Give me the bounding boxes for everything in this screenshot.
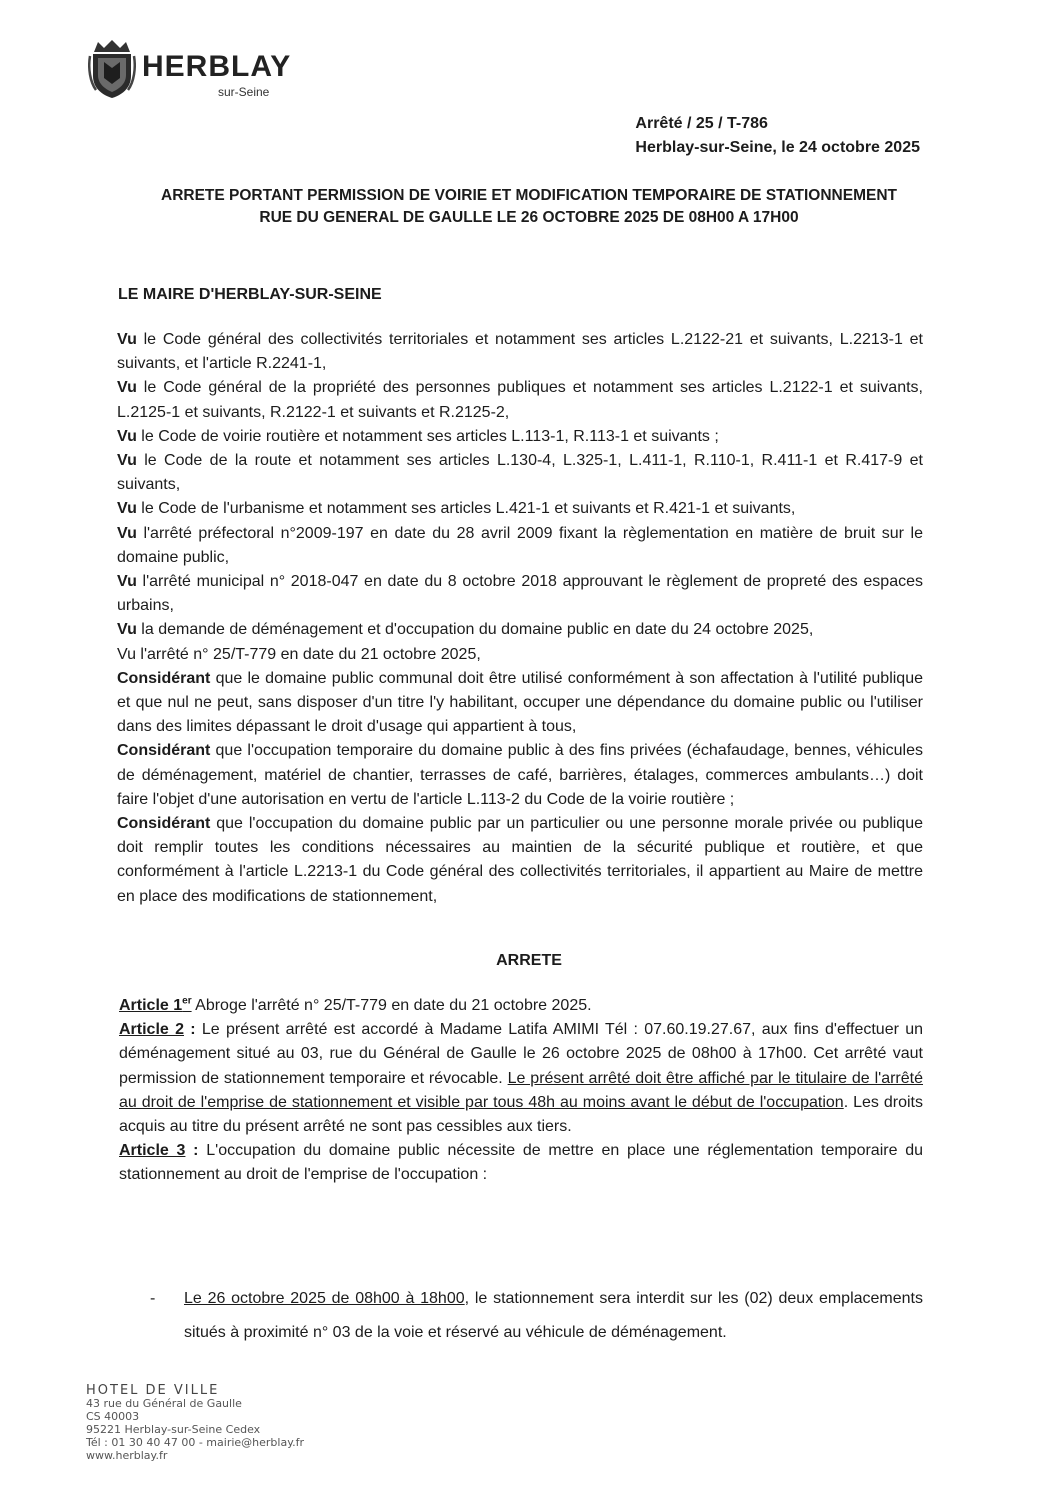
consideration-text: le Code de la route et notamment ses articles L.130-4, L.325-1, L.411-1, R.110-1, R.411-1 et R.417-9 et suivants, [117,452,923,494]
consideration-text: le Code de voirie routière et notamment ses articles L.113-1, R.113-1 et suivants ; [136,427,719,445]
consideration-item [117,497,923,521]
logo-name: HERBLAY [142,50,292,83]
consideration-item [117,425,923,449]
footer-line: CS 40003 [86,1410,140,1423]
consideration-lead: Vu [117,500,137,518]
consideration-item [117,449,923,497]
consideration-text: la demande de déménagement et d'occupation du domaine public en date du 24 octobre 2025, [136,621,814,639]
footer-line: 95221 Herblay-sur-Seine Cedex [86,1423,261,1436]
consideration-text: que l'occupation du domaine public par un particulier ou une personne morale privée ou publique doit remplir toutes les conditions nécessaires au maintien de la sécurité publique et routière, et que conformément à l'article L.2213-1 du Code général des collectivités territoriales, il appartient au Maire de mettre en place des modifications de stationnement, [117,815,923,905]
consideration-text: l'arrêté municipal n° 2018-047 en date du 8 octobre 2018 approuvant le règlement de propreté des espaces urbains, [117,573,923,615]
consideration-lead: Considérant [117,742,211,760]
article-2-label: Article 2 : [119,1021,196,1039]
article-1-label: Article 1er [119,995,192,1014]
articles [119,994,923,1188]
considerations [117,328,923,909]
consideration-item [117,618,923,642]
article-2 [119,1018,923,1139]
article-1-text: Abroge l'arrêté n° 25/T-779 en date du 21 octobre 2025. [191,997,592,1014]
article-2-text: Le présent arrêté est accordé à Madame Latifa AMIMI Tél : 07.60.19.27.67, aux fins d'effectuer un déménagement situé au 03, rue du Général de Gaulle le 26 octobre 2025 de 08h00 à 17h00. Cet arrêté vaut permission de stationnement temporaire et révocable. [119,1021,924,1087]
article-2-underlined: Le présent arrêté doit être affiché par le titulaire de l'arrêté au droit de l'emprise de stationnement et visible par tous 48h au moins avant le début de l'occupation [119,1069,923,1111]
title-line-2: RUE DU GENERAL DE GAULLE LE 26 OCTOBRE 2025 DE 08H00 A 17H00 [259,209,799,226]
bullet-text: , le stationnement sera interdit sur les (02) deux emplacements situés à proximité n° 03 de la voie et réservé au véhicule de déménagement. [184,1290,924,1341]
consideration-lead: Considérant [117,815,211,833]
logo [88,38,318,108]
footer-line: www.herblay.fr [86,1449,168,1462]
consideration-lead: Vu [117,573,137,591]
consideration-item [117,667,923,740]
consideration-text: le Code de l'urbanisme et notamment ses articles L.421-1 et suivants et R.421-1 et suivants, [136,500,796,518]
consideration-lead: Vu [117,452,137,470]
reference-number: Arrêté / 25 / T-786 [635,115,768,132]
consideration-item [117,812,923,909]
consideration-item [117,376,923,424]
consideration-text: le Code général des collectivités territoriales et notamment ses articles L.2122-21 et suivants, L.2213-1 et suivants, et l'article R.2241-1, [117,331,923,373]
article-1 [119,994,923,1018]
title-line-1: ARRETE PORTANT PERMISSION DE VOIRIE ET MODIFICATION TEMPORAIRE DE STATIONNEMENT [161,187,897,204]
consideration-lead: Considérant [117,669,211,687]
mayor-heading: LE MAIRE D'HERBLAY-SUR-SEINE [118,286,382,303]
reference-block [635,112,920,160]
footer-line: Tél : 01 30 40 47 00 - mairie@herblay.fr [86,1436,305,1449]
document-title [110,185,948,229]
bullet-underlined: Le 26 octobre 2025 de 08h00 à 18h00 [184,1290,465,1307]
consideration-item [117,328,923,376]
article-3-text: L'occupation du domaine public nécessite de mettre en place une réglementation temporaire du stationnement au droit de l'emprise de l'occupation : [119,1142,924,1184]
consideration-text: le Code général de la propriété des personnes publiques et notamment ses articles L.2122-1 et suivants, L.2125-1 et suivants, R.2122-1 et suivants et R.2125-2, [117,379,923,421]
consideration-item [117,739,923,812]
article-3 [119,1139,923,1187]
reference-place-date: Herblay-sur-Seine, le 24 octobre 2025 [635,139,920,156]
arrete-heading: ARRETE [496,952,562,969]
bullet-item [150,1282,923,1350]
consideration-item [117,643,923,667]
footer-line: 43 rue du Général de Gaulle [86,1397,242,1410]
consideration-item [117,570,923,618]
logo-subtitle: sur-Seine [218,85,270,99]
consideration-text: Vu l'arrêté n° 25/T-779 en date du 21 octobre 2025, [117,645,481,663]
consideration-text: l'arrêté préfectoral n°2009-197 en date du 28 avril 2009 fixant la règlementation en matière de bruit sur le domaine public, [117,524,923,566]
article-2-tail: . Les droits acquis au titre du présent arrêté ne sont pas cessibles aux tiers. [119,1093,923,1136]
footer-title: HOTEL DE VILLE [86,1383,220,1398]
consideration-lead: Vu [117,379,137,397]
city-crest-icon [88,38,136,100]
consideration-lead: Vu [117,331,137,348]
consideration-item [117,522,923,570]
article-3-label: Article 3 : [119,1142,199,1160]
consideration-lead: Vu [117,524,137,542]
consideration-lead: Vu [117,621,137,639]
consideration-text: que l'occupation temporaire du domaine public à des fins privées (échafaudage, bennes, véhicules de déménagement, matériel de chantier, terrasses de café, barrières, étalages, commerces ambulants…) doit faire l'objet d'une autorisation en vertu de l'article L.113-2 du Code de la voirie routière ; [117,742,923,808]
footer-address [86,1384,304,1462]
consideration-text: que le domaine public communal doit être utilisé conformément à son affectation à l'utilité publique et que nul ne peut, sans disposer d'un titre l'y habilitant, occuper une dépendance du domaine public ou l'utiliser dans des limites dépassant le droit d'usage qui appartient à tous, [117,669,923,736]
bullet-marker: - [150,1290,156,1307]
consideration-lead: Vu [117,427,137,445]
